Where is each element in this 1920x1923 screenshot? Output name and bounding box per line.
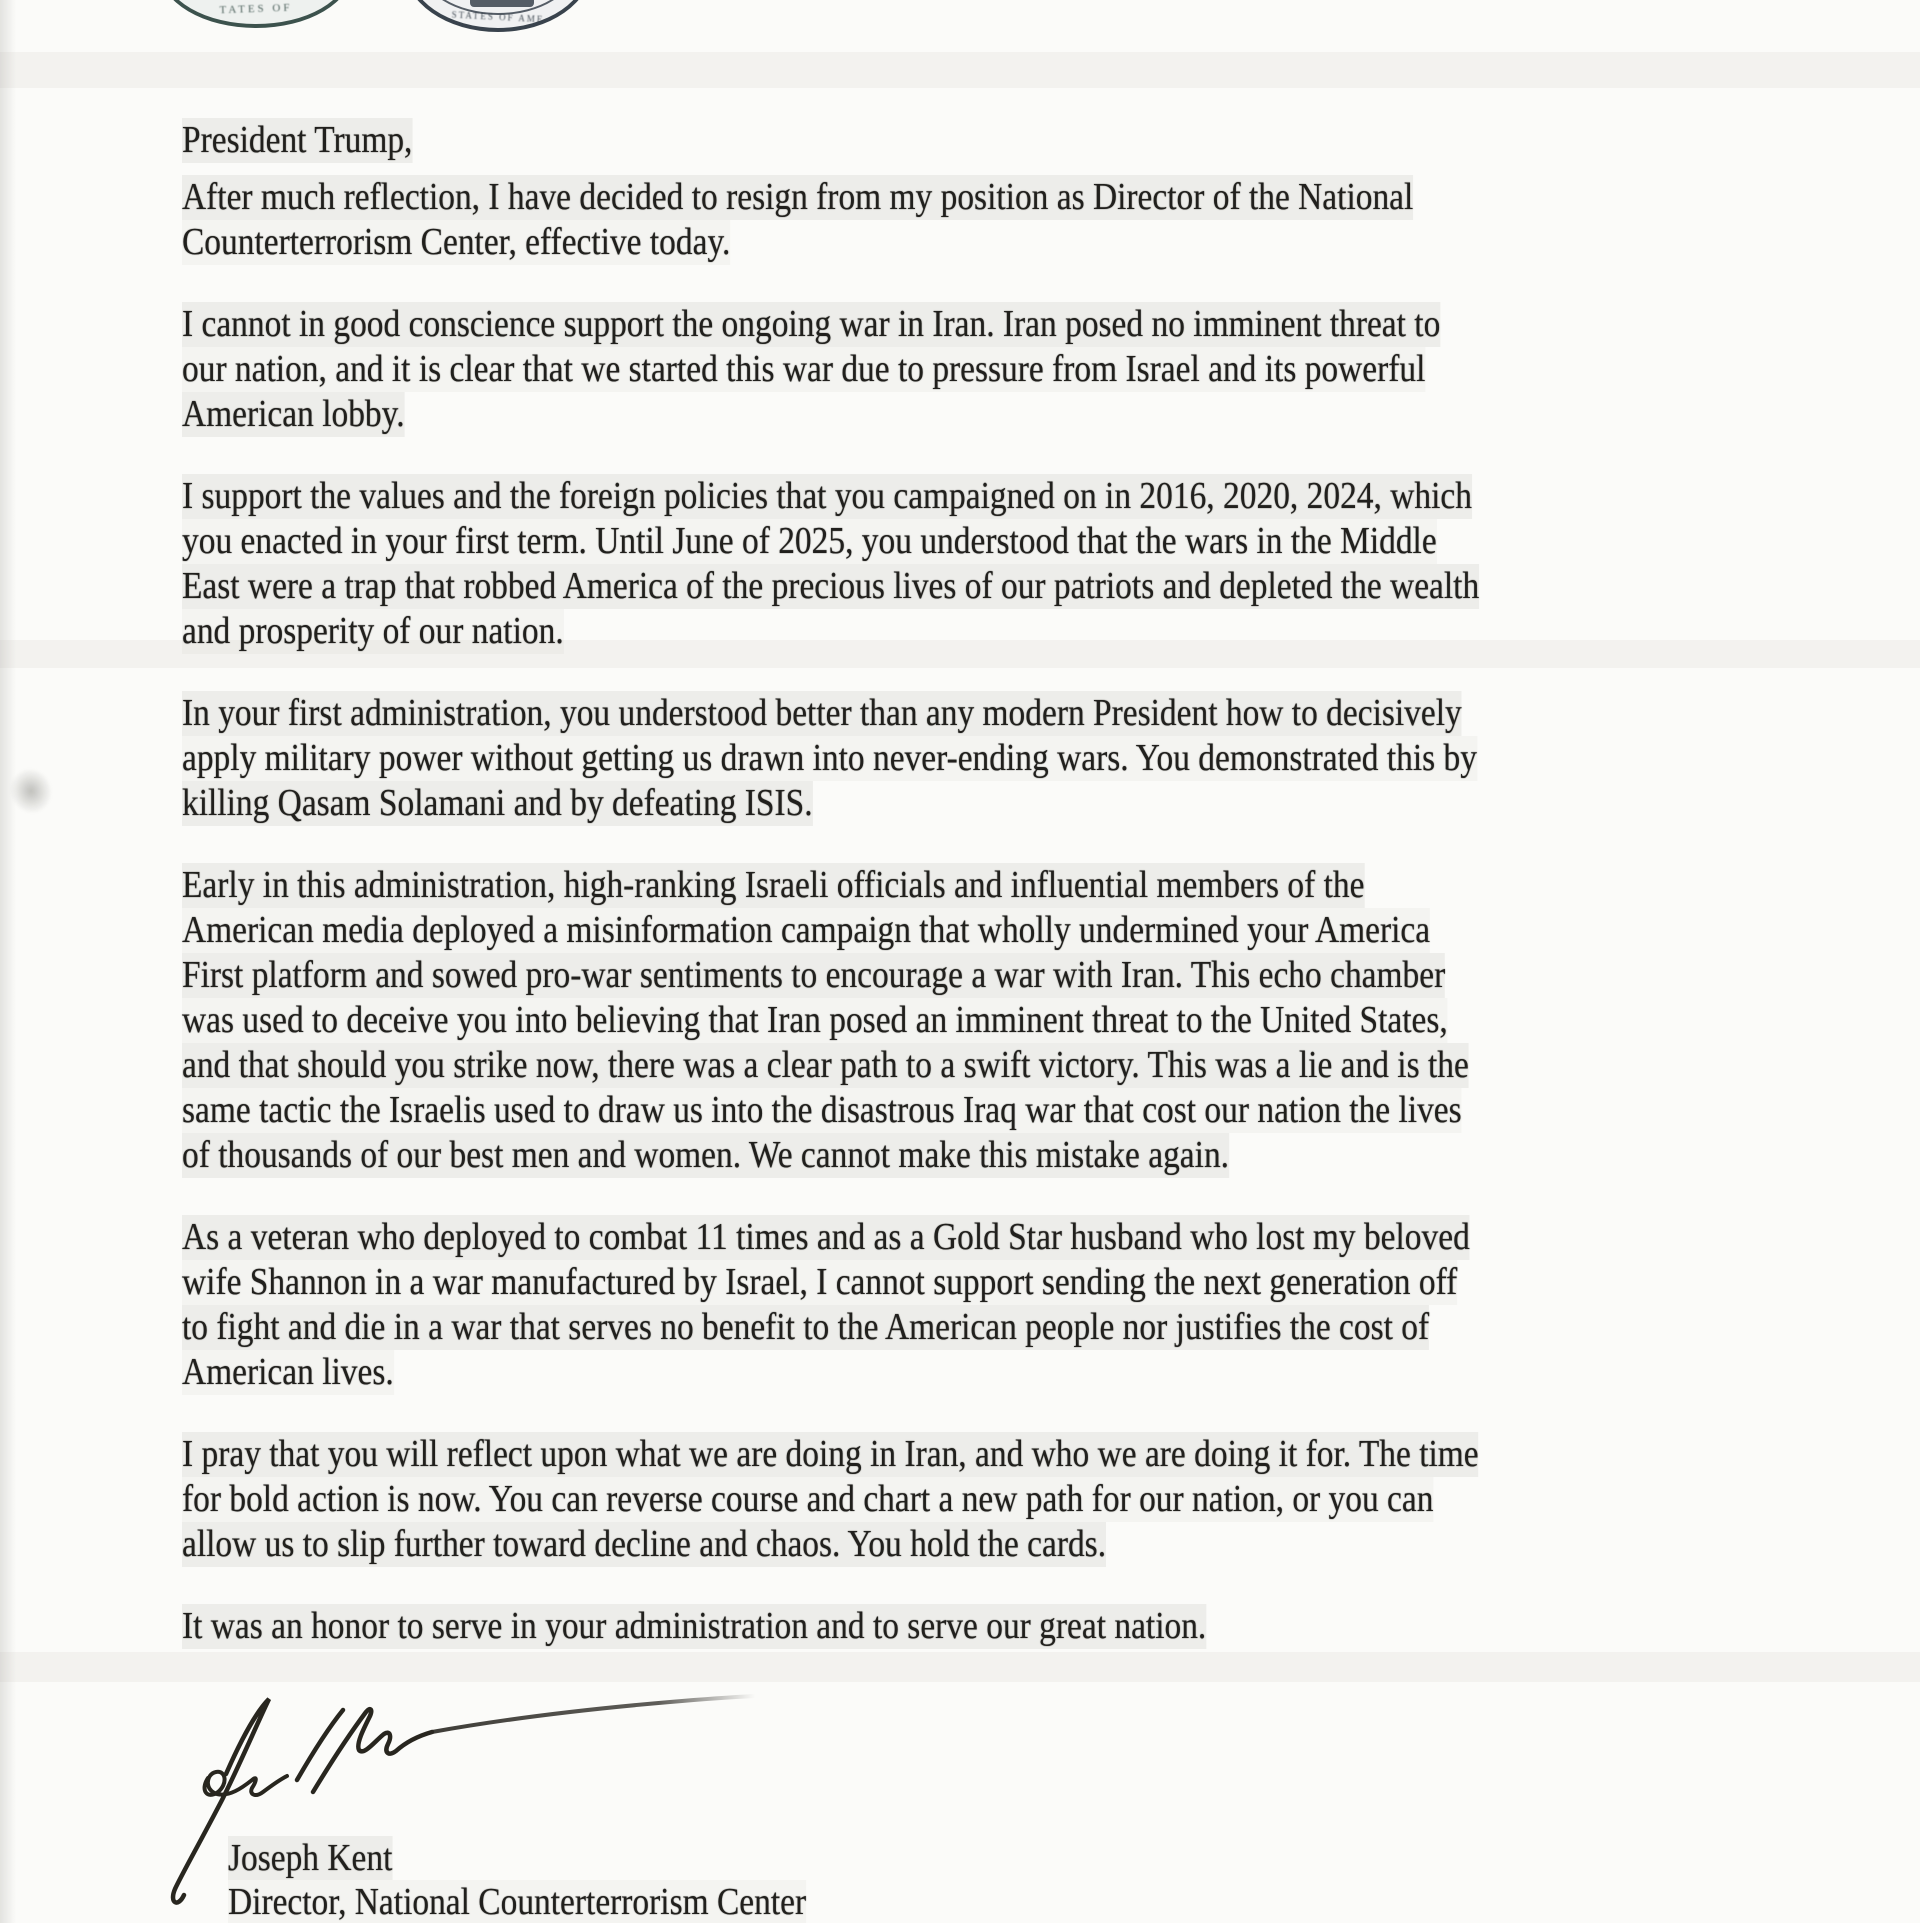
letter-line: It was an honor to serve in your administration and to serve our great nation. — [182, 1605, 1207, 1647]
letter-line: was used to deceive you into believing that Iran posed an imminent threat to the United States, — [182, 999, 1448, 1041]
signer-title: Director, National Counterterrorism Center — [228, 1881, 807, 1923]
government-seal-icon — [160, 0, 352, 28]
letter-line: Early in this administration, high-ranking Israeli officials and influential members of the — [182, 864, 1365, 906]
letter-line: I pray that you will reflect upon what we are doing in Iran, and who we are doing it for. The time — [182, 1433, 1479, 1475]
letter-line: and prosperity of our nation. — [182, 610, 564, 652]
letter-line: our nation, and it is clear that we started this war due to pressure from Israel and its powerful — [182, 348, 1426, 390]
letter-line: East were a trap that robbed America of the precious lives of our patriots and depleted the wealth — [182, 565, 1480, 607]
paragraph — [182, 474, 1731, 654]
letter-line: wife Shannon in a war manufactured by Israel, I cannot support sending the next generation off — [182, 1261, 1458, 1303]
scan-artifact — [0, 52, 1920, 88]
letter-line: killing Qasam Solamani and by defeating ISIS. — [182, 782, 813, 824]
letter-line: After much reflection, I have decided to resign from my position as Director of the National — [182, 176, 1414, 218]
letter-line: In your first administration, you understood better than any modern President how to decisively — [182, 692, 1462, 734]
paragraph — [182, 1432, 1731, 1567]
seal-rim-text: STATES OF AME — [451, 9, 545, 25]
letter-line: apply military power without getting us drawn into never-ending wars. You demonstrated this by — [182, 737, 1477, 779]
seal-rim-text: TATES OF — [219, 1, 293, 17]
paragraph — [182, 175, 1731, 265]
letter-line: Counterterrorism Center, effective today. — [182, 221, 731, 263]
seal-emblem-fragment — [470, 0, 534, 7]
letter-line: you enacted in your first term. Until June of 2025, you understood that the wars in the Middle — [182, 520, 1437, 562]
paragraph — [182, 1604, 1731, 1649]
letter-line: As a veteran who deployed to combat 11 times and as a Gold Star husband who lost my beloved — [182, 1216, 1470, 1258]
letter-body — [182, 118, 1731, 1686]
salutation: President Trump, — [182, 119, 413, 161]
letter-line: allow us to slip further toward decline and chaos. You hold the cards. — [182, 1523, 1107, 1565]
paragraph — [182, 863, 1731, 1178]
scan-edge-shade — [0, 0, 16, 1923]
letter-line: same tactic the Israelis used to draw us into the disastrous Iraq war that cost our nation the lives — [182, 1089, 1462, 1131]
letter-line: and that should you strike now, there was a clear path to a swift victory. This was a lie and is the — [182, 1044, 1469, 1086]
letter-line: to fight and die in a war that serves no benefit to the American people nor justifies the cost of — [182, 1306, 1430, 1348]
letter-line: American lives. — [182, 1351, 394, 1393]
paragraph — [182, 1215, 1731, 1395]
letter-line: for bold action is now. You can reverse course and chart a new path for our nation, or you can — [182, 1478, 1434, 1520]
letter-line: of thousands of our best men and women. We cannot make this mistake again. — [182, 1134, 1230, 1176]
letter-line: First platform and sowed pro-war sentiments to encourage a war with Iran. This echo chamber — [182, 954, 1446, 996]
letter-line: American media deployed a misinformation campaign that wholly undermined your America — [182, 909, 1431, 951]
letter-line: American lobby. — [182, 393, 405, 435]
signer-name: Joseph Kent — [228, 1837, 393, 1879]
paragraph — [182, 691, 1731, 826]
signature-block — [228, 1836, 806, 1923]
paragraph — [182, 302, 1731, 437]
letter-line: I cannot in good conscience support the ongoing war in Iran. Iran posed no imminent threat to — [182, 303, 1441, 345]
letter-line: I support the values and the foreign policies that you campaigned on in 2016, 2020, 2024, which — [182, 475, 1472, 517]
